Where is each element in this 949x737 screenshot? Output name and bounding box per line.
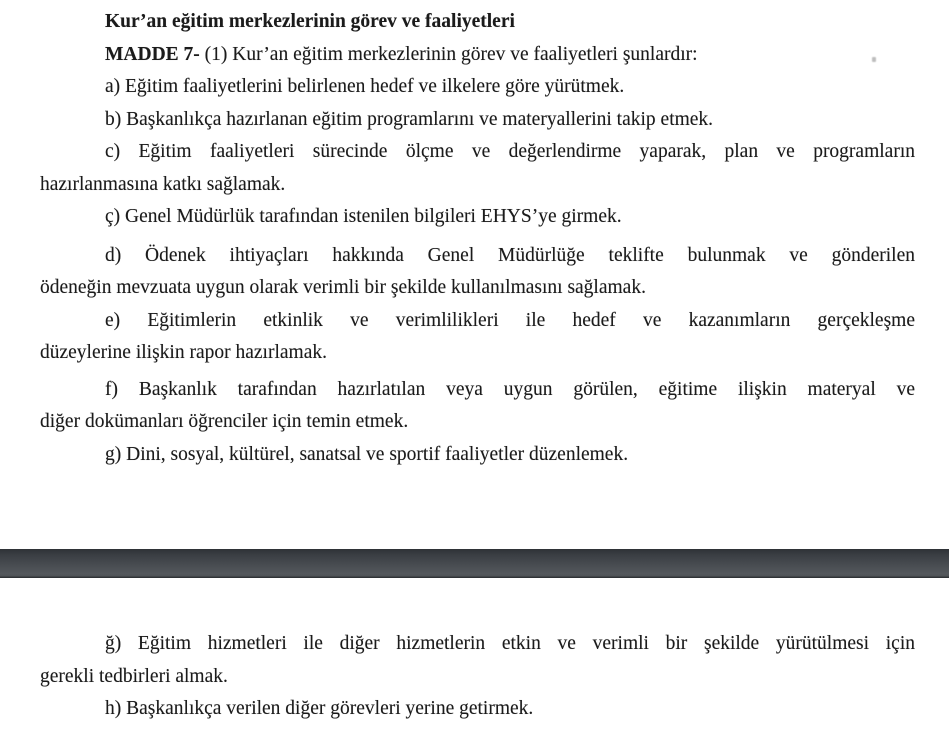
list-item-a-line1: a) Eğitim faaliyetlerini belirlenen hedef ve ilkelere göre yürütmek. [105,76,625,97]
list-item-cedilla-line1: ç) Genel Müdürlük tarafından istenilen bilgileri EHYS’ye girmek. [105,206,622,227]
list-item-g-line1: g) Dini, sosyal, kültürel, sanatsal ve sportif faaliyetler düzenlemek. [105,443,629,465]
list-item-h-line1: h) Başkanlıkça verilen diğer görevleri yerine getirmek. [105,698,534,719]
list-item-d [40,240,915,305]
list-item-c [40,136,915,201]
list-item-f-line2: diğer dokümanları öğrenciler için temin etmek. [40,411,409,432]
list-item-b [40,104,915,137]
page1-text-block [40,6,915,471]
article-number: MADDE 7- [105,43,200,65]
list-item-c-line2: hazırlanmasına katkı sağlamak. [40,173,286,195]
page2-text-block [40,628,915,726]
article-intro-text: (1) Kur’an eğitim merkezlerinin görev ve faaliyetleri şunlardır: [199,43,698,65]
list-item-e [40,305,915,370]
list-item-a [40,71,915,104]
scan-artifact-dot [872,57,876,62]
article-opening-paragraph [40,39,915,72]
list-item-cedilla [40,201,915,234]
list-item-c-line1: c) Eğitim faaliyetleri sürecinde ölçme ve değerlendirme yaparak, plan ve programların [105,141,915,162]
list-item-e-line2: düzeylerine ilişkin rapor hazırlamak. [40,342,327,363]
list-item-f-line1: f) Başkanlık tarafından hazırlatılan veya uygun görülen, eğitime ilişkin materyal ve [105,378,915,400]
list-item-gbreve [40,628,915,693]
list-item-e-line1: e) Eğitimlerin etkinlik ve verimlilikleri ile hedef ve kazanımların gerçekleşme [105,309,915,331]
section-heading-text: Kur’an eğitim merkezlerinin görev ve faaliyetleri [105,11,515,32]
page-break-bar [0,549,949,578]
list-item-h [40,693,915,726]
list-item-g [40,439,915,472]
list-item-d-line2: ödeneğin mevzuata uygun olarak verimli bir şekilde kullanılmasını sağlamak. [40,277,646,298]
list-item-b-line1: b) Başkanlıkça hazırlanan eğitim programlarını ve materyallerini takip etmek. [105,108,714,130]
section-heading [40,6,915,39]
list-item-gbreve-line1: ğ) Eğitim hizmetleri ile diğer hizmetlerin etkin ve verimli bir şekilde yürütülmesi için [105,633,915,654]
list-item-d-line1: d) Ödenek ihtiyaçları hakkında Genel Müdürlüğe teklifte bulunmak ve gönderilen [105,244,915,266]
list-item-gbreve-line2: gerekli tedbirleri almak. [40,665,228,687]
list-item-f [40,374,915,439]
